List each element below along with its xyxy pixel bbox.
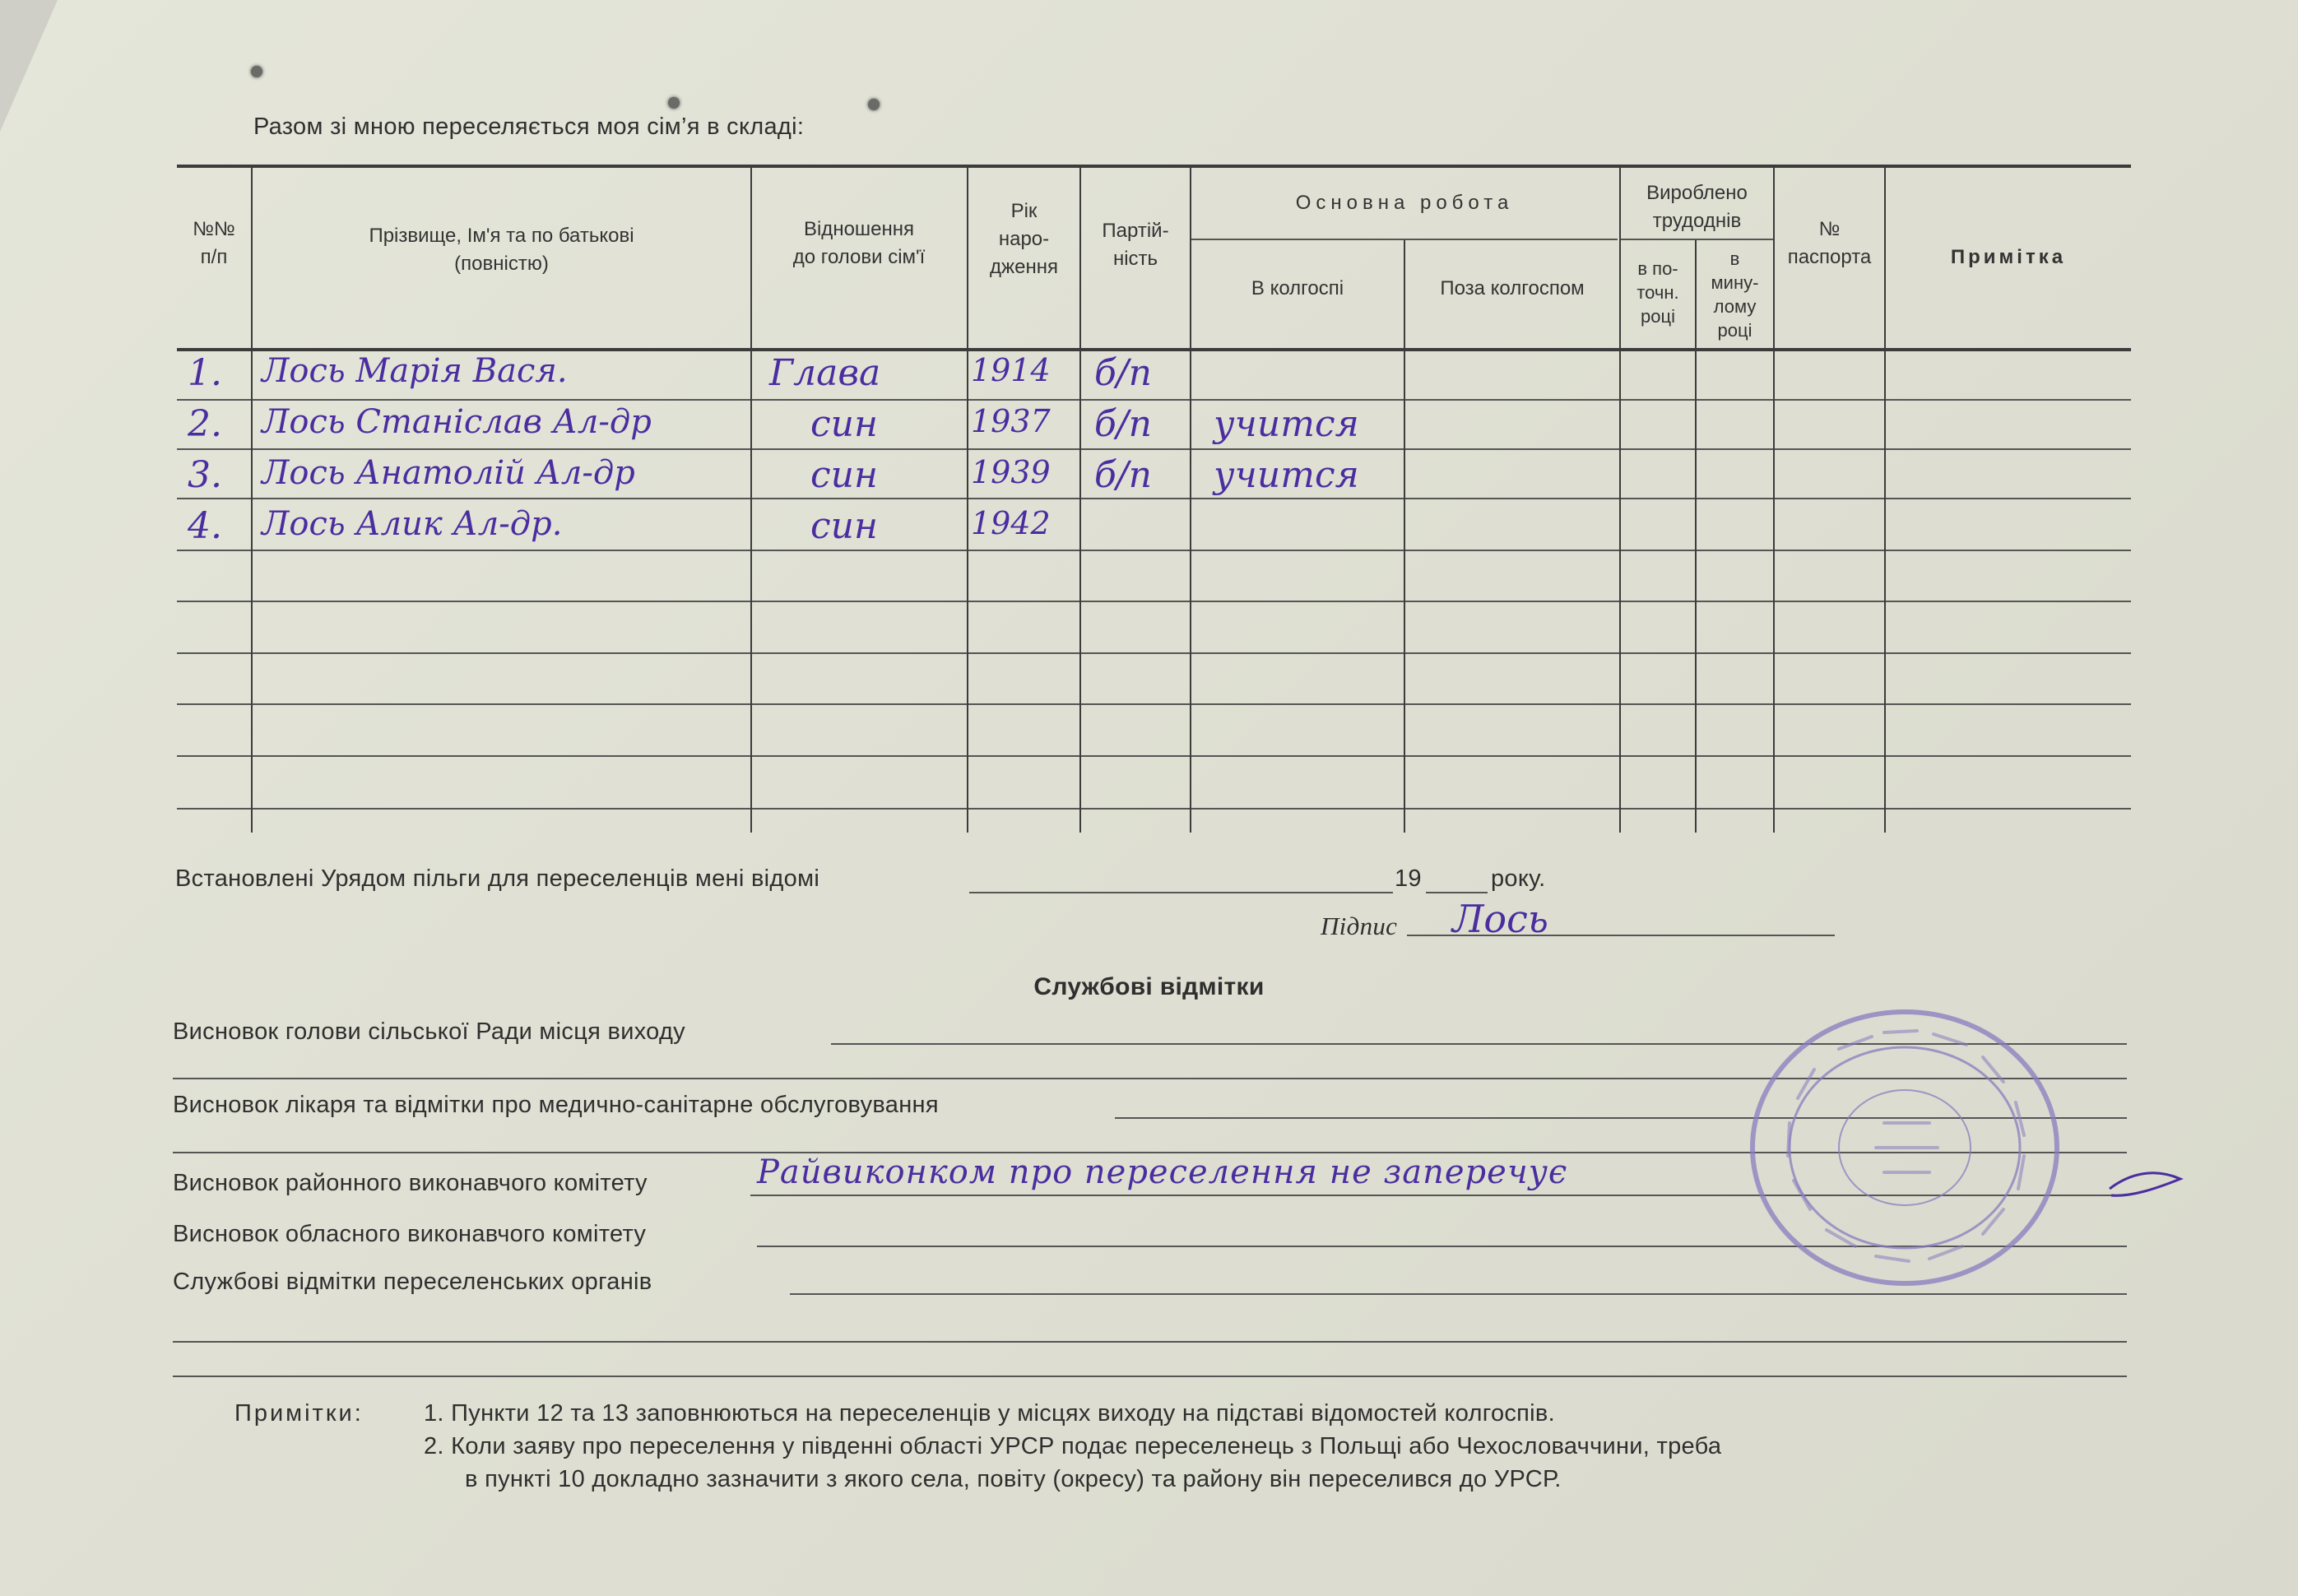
table-row-line (177, 498, 2131, 499)
table-row-line (177, 550, 2131, 551)
header-passport: № паспорта (1787, 218, 1872, 268)
row-3-num: 3. (188, 454, 222, 496)
table-column-line (1190, 166, 1191, 833)
district-conclusion-handwriting: Райвиконком про переселення не заперечує (757, 1153, 1568, 1191)
privileges-year-line (1426, 892, 1488, 893)
row-4-birth: 1942 (971, 505, 1051, 541)
punch-hole (251, 66, 262, 77)
header-party: Партій- ність (1102, 220, 1169, 270)
row-3-name: Лось Анатолій Ал-др (262, 454, 635, 492)
official-line-3-label: Висновок районного виконавчого комітету (173, 1170, 648, 1196)
table-row-line (177, 703, 2131, 705)
header-name: Прізвище, Ім'я та по батькові (повністю) (369, 225, 634, 275)
note-1: 1. Пункти 12 та 13 заповнюються на переселенців у місцях виходу на підставі відомостей колгоспів. (424, 1400, 1555, 1427)
header-workdays: Вироблено трудоднів (1646, 182, 1748, 232)
official-marks-title: Службові відмітки (1033, 973, 1265, 1000)
row-4-num: 4. (188, 505, 222, 547)
row-2-birth: 1937 (971, 403, 1051, 439)
handwriting-flourish (2106, 1164, 2189, 1205)
signature-label: Підпис (1321, 912, 1398, 940)
punch-hole (868, 99, 880, 110)
header-work-kolhosp: В колгоспі (1251, 277, 1344, 299)
privileges-date-line (969, 892, 1393, 893)
official-line-4-label: Висновок обласного виконавчого комітету (173, 1221, 647, 1247)
row-1-num: 1. (188, 352, 222, 394)
row-2-relation: син (810, 403, 878, 445)
header-note: Примітка (1950, 246, 2067, 268)
table-column-line (1404, 240, 1405, 833)
row-1-party: б/п (1094, 352, 1153, 394)
privileges-text: Встановлені Урядом пільги для переселенців мені відомі (175, 865, 820, 892)
official-blank-line (173, 1341, 2127, 1343)
note-2: 2. Коли заяву про переселення у південні області УРСР подає переселенець з Польщі або Чехословаччини, треба (424, 1433, 1722, 1459)
privileges-year-prefix: 19 (1395, 865, 1422, 892)
row-3-party: б/п (1094, 454, 1153, 496)
table-header-bottom-border (177, 348, 2131, 351)
header-work-outside: Поза колгоспом (1440, 277, 1585, 299)
row-1-name: Лось Марія Вася. (262, 352, 568, 390)
row-2-num: 2. (188, 403, 222, 445)
official-blank-line (173, 1376, 2127, 1377)
note-2-continued: в пункті 10 докладно зазначити з якого села, повіту (окресу) та району він переселився до УРСР. (465, 1466, 1562, 1492)
header-relation: Відношення до голови сім'ї (792, 218, 926, 268)
row-2-name: Лось Станіслав Ал-др (262, 403, 652, 441)
table-row-line (177, 652, 2131, 654)
row-2-work: учится (1214, 403, 1359, 445)
official-line-2-label: Висновок лікаря та відмітки про медично-санітарне обслуговування (173, 1092, 939, 1118)
workdays-header-divider (1621, 239, 1773, 240)
header-workdays-current: в по- точн. році (1636, 258, 1679, 327)
table-top-border (177, 165, 2131, 168)
header-main-work: Основна робота (1295, 192, 1514, 214)
round-official-stamp (1740, 1000, 2069, 1296)
row-1-birth: 1914 (971, 352, 1051, 388)
header-workdays-past: в мину- лому році (1711, 248, 1759, 341)
notes-label: Примітки: (234, 1400, 364, 1427)
header-birth-year: Рік наро- дження (990, 200, 1058, 278)
official-line-5-label: Службові відмітки переселенських органів (173, 1269, 652, 1295)
official-line-1-label: Висновок голови сільської Ради місця виходу (173, 1018, 685, 1045)
row-4-relation: син (810, 505, 878, 547)
intro-text: Разом зі мною переселяється моя сім’я в складі: (253, 114, 805, 140)
row-3-birth: 1939 (971, 454, 1051, 490)
table-row-line (177, 399, 2131, 401)
row-4-name: Лось Алик Ал-др. (262, 505, 563, 543)
row-1-relation: Глава (769, 352, 881, 394)
table-row-line (177, 808, 2131, 810)
signature: Лось (1452, 897, 1548, 941)
punch-hole (668, 97, 680, 109)
header-num: №№ п/п (193, 218, 235, 268)
row-3-work: учится (1214, 454, 1359, 496)
table-row-line (177, 448, 2131, 450)
table-row-line (177, 601, 2131, 602)
row-2-party: б/п (1094, 403, 1153, 445)
privileges-year-suffix: року. (1491, 865, 1546, 892)
table-row-line (177, 755, 2131, 757)
row-3-relation: син (810, 454, 878, 496)
